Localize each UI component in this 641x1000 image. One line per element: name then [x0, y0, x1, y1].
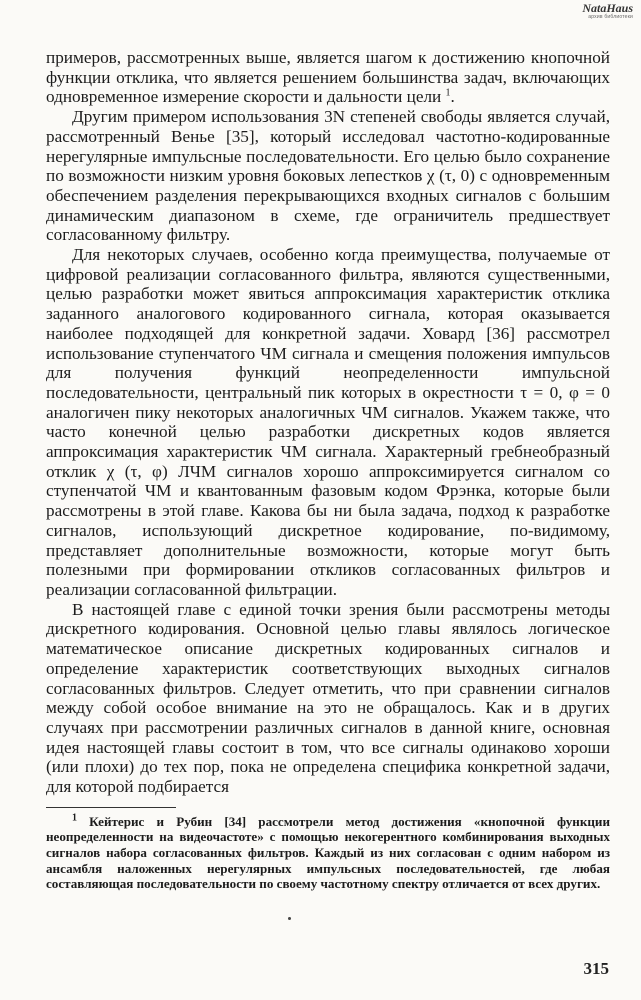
- paragraph-3: Для некоторых случаев, особенно когда преимущества, получаемые от цифровой реализации согласованного фильтра, являются существенными, целью разработки может явиться аппроксимация характеристик отклика заданного аналогового кодированного сигнала, которая оказывается наиболее подходящей для конкретной задачи. Ховард [36] рассмотрел использование ступенчатого ЧМ сигнала и смещения положения импульсов для получения функций неопределенности импульсной последовательности, центральный пик которых в окрестности τ = 0, φ = 0 аналогичен пику некоторых аналогичных ЧМ сигналов. Укажем также, что часто конечной целью разработки дискретных кодов является аппроксимация характеристик ЧМ сигнала. Характерный гребнеобразный отклик χ (τ, φ) ЛЧМ сигналов хорошо аппроксимируется сигналом со ступенчатой ЧМ и квантованным фазовым кодом Фрэнка, которые были рассмотрены в этой главе. Какова бы ни была задача, подход к разработке сигналов, использующий дискретное кодирование, по-видимому, представляет дополнительные возможности, которые могут быть полезными при формировании откликов согласованных фильтров и реализации согласованной фильтрации.: [46, 245, 610, 599]
- footnote-marker: 1: [445, 87, 451, 99]
- paragraph-4: В настоящей главе с единой точки зрения были рассмотрены методы дискретного кодирования. Основной целью главы являлось логическое математическое описание дискретных кодированных сигналов и определение характеристик соответствующих выходных сигналов согласованных фильтров. Следует отметить, что при сравнении сигналов между собой особое внимание на это не обращалось. Как и в других случаях при рассмотрении различных сигналов в данной книге, основная идея настоящей главы состоит в том, что все сигналы одинаково хороши (или плохи) до тех пор, пока не определена специфика конкретной задачи, для которой подбирается: [46, 599, 610, 797]
- footnote-text: Кейтерис и Рубин [34] рассмотрели метод достижения «кнопочной функции неопределенности на видеочастоте» с помощью некогерентного комбинирования выходных сигналов набора согласованных фильтров. Каждый из них согласован с одним набором из ансамбля наложенных нерегулярных импульсных последовательностей, где любая составляющая последовательности по своему частотному спектру отличается от всех других.: [46, 813, 610, 892]
- page-body: [46, 48, 610, 892]
- footnote-divider: [46, 807, 176, 808]
- watermark-logo: [553, 2, 633, 20]
- print-speck: [288, 917, 291, 920]
- watermark-subtitle: архив библиотеки: [588, 14, 633, 20]
- watermark-name: NataHaus: [582, 1, 633, 15]
- page-number: 315: [583, 959, 609, 978]
- paragraph-1-text: примеров, рассмотренных выше, является шагом к достижению кнопочной функции отклика, что является решением большинства задач, включающих одновременное измерение скорости и дальности цели: [46, 48, 610, 107]
- footnote: [46, 814, 610, 892]
- footnote-number: 1: [72, 812, 77, 824]
- paragraph-2: Другим примером использования 3N степеней свободы является случай, рассмотренный Венье [35], который исследовал частотно-кодированные нерегулярные импульсные последовательности. Его целью было сохранение по возможности низким уровня боковых лепестков χ (τ, 0) с одновременным обеспечением разделения перекрывающихся входных сигналов с большим динамическим диапазоном в схеме, где ограничитель предшествует согласованному фильтру.: [46, 107, 610, 245]
- paragraph-1: примеров, рассмотренных выше, является шагом к достижению кнопочной функции отклика, что является решением большинства задач, включающих одновременное измерение скорости и дальности цели $^1$.: [46, 48, 610, 107]
